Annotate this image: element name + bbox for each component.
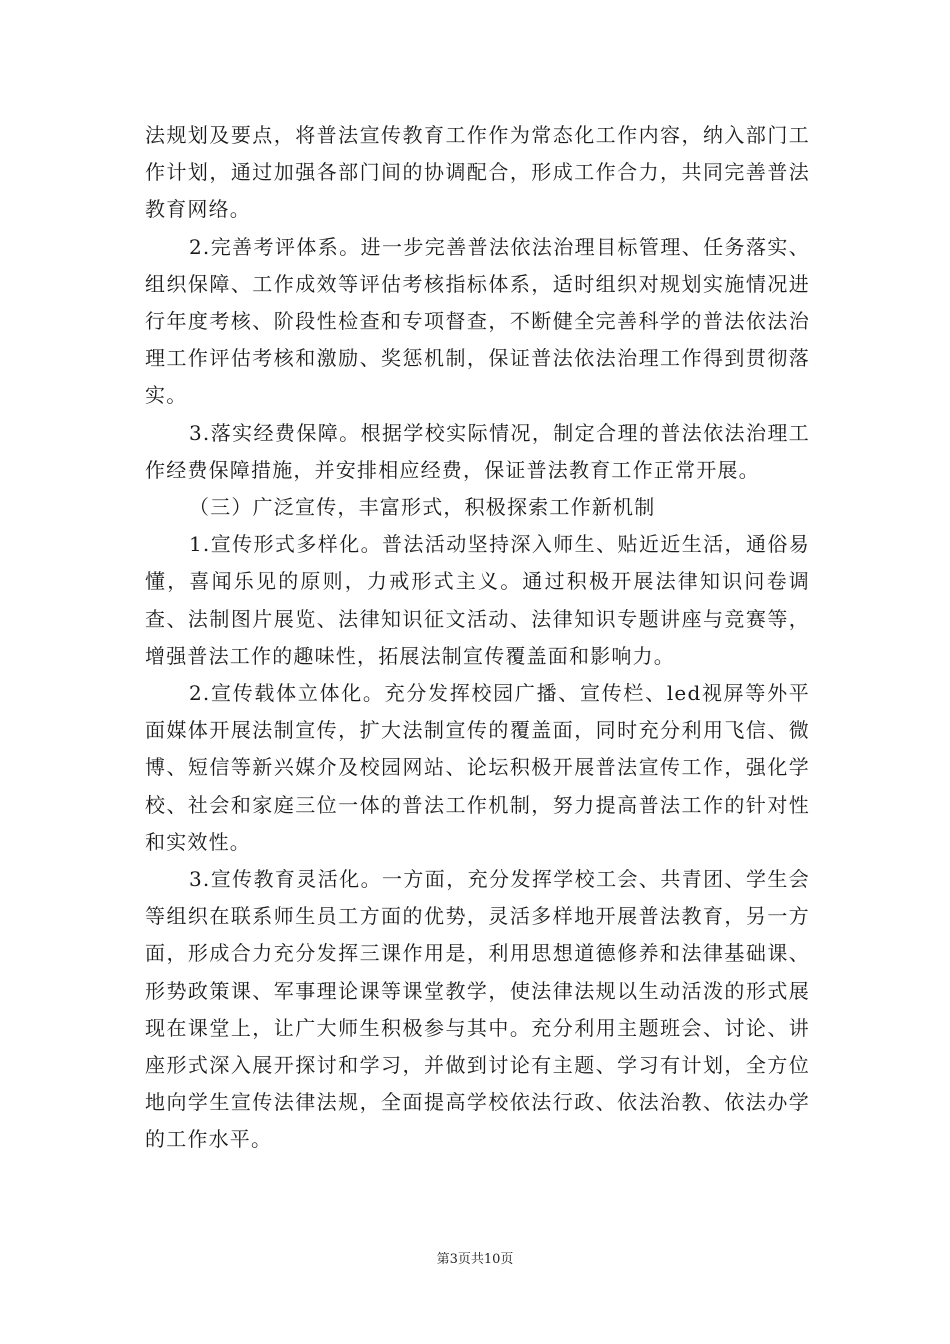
paragraph-diverse-forms: 1.宣传形式多样化。普法活动坚持深入师生、贴近近生活，通俗易懂，喜闻乐见的原则，力戒形式主义。通过积极开展法律知识问卷调查、法制图片展览、法律知识征文活动、法律知识专题讲座与竞赛等，增强普法工作的趣味性，拓展法制宣传覆盖面和影响力。 xyxy=(145,532,810,668)
paragraph-assessment-system: 2.完善考评体系。进一步完善普法依法治理目标管理、任务落实、组织保障、工作成效等评估考核指标体系，适时组织对规划实施情况进行年度考核、阶段性检查和专项督查，不断健全完善科学的普法依法治理工作评估考核和激励、奖惩机制，保证普法依法治理工作得到贯彻落实。 xyxy=(145,234,810,408)
paragraph-media-carriers: 2.宣传载体立体化。充分发挥校园广播、宣传栏、led视屏等外平面媒体开展法制宣传，扩大法制宣传的覆盖面，同时充分利用飞信、微博、短信等新兴媒介及校园网站、论坛积极开展普法宣传工作，强化学校、社会和家庭三位一体的普法工作机制，努力提高普法工作的针对性和实效性。 xyxy=(145,681,810,854)
paragraph-funding: 3.落实经费保障。根据学校实际情况，制定合理的普法依法治理工作经费保障措施，并安排相应经费，保证普法教育工作正常开展。 xyxy=(145,420,810,482)
paragraph-continuation: 法规划及要点，将普法宣传教育工作作为常态化工作内容，纳入部门工作计划，通过加强各部门间的协调配合，形成工作合力，共同完善普法教育网络。 xyxy=(145,123,810,222)
paragraph-flexible-education: 3.宣传教育灵活化。一方面，充分发挥学校工会、共青团、学生会等组织在联系师生员工方面的优势，灵活多样地开展普法教育，另一方面，形成合力充分发挥三课作用是，利用思想道德修养和法律基础课、形势政策课、军事理论课等课堂教学，使法律法规以生动活泼的形式展现在课堂上，让广大师生积极参与其中。充分利用主题班会、讨论、讲座形式深入展开探讨和学习，并做到讨论有主题、学习有计划，全方位地向学生宣传法律法规，全面提高学校依法行政、依法治教、依法办学的工作水平。 xyxy=(145,867,810,1152)
document-body xyxy=(145,117,810,1159)
page-footer xyxy=(0,1248,950,1267)
page-number: 第3页共10页 xyxy=(436,1252,514,1267)
section-heading-publicity: （三）广泛宣传，丰富形式，积极探索工作新机制 xyxy=(189,495,656,520)
